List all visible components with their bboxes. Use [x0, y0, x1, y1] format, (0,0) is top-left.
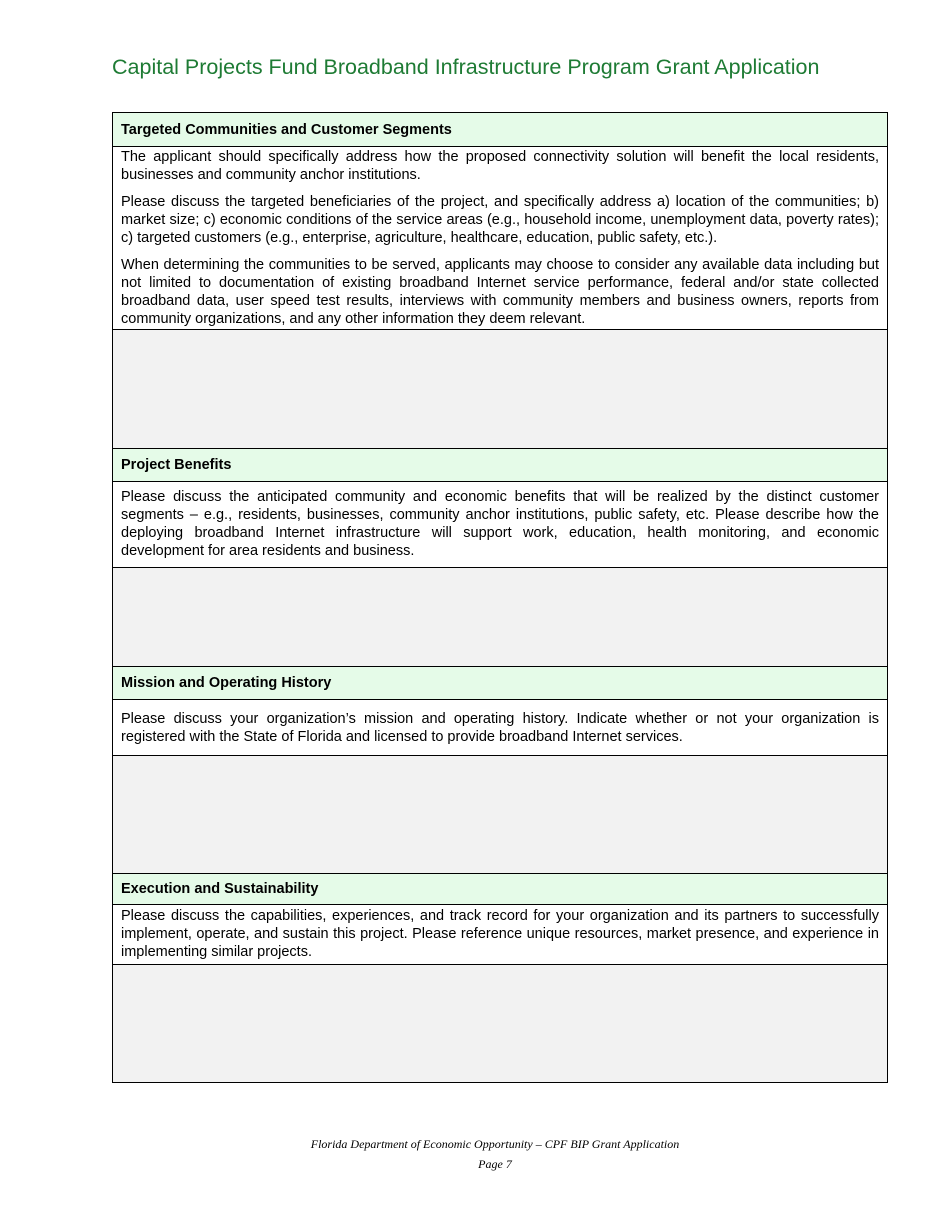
- section-header-mission-operating-history: Mission and Operating History: [113, 666, 887, 699]
- description-paragraph: When determining the communities to be served, applicants may choose to consider any available data including but not limited to documentation of existing broadband Internet service performance, federal and/or state collected broadband data, user speed test results, interviews with community members and business owners, reports from community organizations, and any other information they deem relevant.: [121, 257, 879, 327]
- answer-field-project-benefits[interactable]: [113, 568, 887, 666]
- description-paragraph: Please discuss the capabilities, experiences, and track record for your organization and its partners to successfully implement, operate, and sustain this project. Please reference unique resources, market presence, and experience in implementing similar projects.: [121, 908, 879, 960]
- description-paragraph: The applicant should specifically address how the proposed connectivity solution will benefit the local residents, businesses and community anchor institutions.: [121, 149, 879, 183]
- section-header-execution-sustainability: Execution and Sustainability: [113, 873, 887, 904]
- section-description-mission-operating-history: [113, 699, 887, 755]
- section-description-project-benefits: [113, 481, 887, 567]
- section-header-targeted-communities: Targeted Communities and Customer Segments: [113, 113, 887, 146]
- application-form-table: [112, 112, 888, 1083]
- answer-row-targeted-communities: [113, 329, 887, 448]
- answer-row-execution-sustainability: [113, 964, 887, 1082]
- answer-field-mission-operating-history[interactable]: [113, 756, 887, 873]
- answer-field-targeted-communities[interactable]: [113, 330, 887, 448]
- description-paragraph: Please discuss the targeted beneficiaries of the project, and specifically address a) location of the communities; b) market size; c) economic conditions of the service areas (e.g., household income, unemployment data, poverty rates); c) targeted customers (e.g., enterprise, agriculture, healthcare, education, public safety, etc.).: [121, 194, 879, 246]
- description-paragraph: Please discuss the anticipated community and economic benefits that will be realized by the distinct customer segments – e.g., residents, businesses, community anchor institutions, public safety, etc. Please describe how the deploying broadband Internet infrastructure will support work, education, health monitoring, and economic development for area residents and business.: [121, 489, 879, 559]
- page-number: Page 7: [478, 1157, 512, 1171]
- answer-field-execution-sustainability[interactable]: [113, 965, 887, 1082]
- description-paragraph: Please discuss your organization’s mission and operating history. Indicate whether or not your organization is registered with the State of Florida and licensed to provide broadband Internet services.: [121, 711, 879, 745]
- section-description-targeted-communities: [113, 146, 887, 329]
- document-title: Capital Projects Fund Broadband Infrastructure Program Grant Application: [112, 55, 820, 79]
- answer-row-project-benefits: [113, 567, 887, 666]
- answer-row-mission-operating-history: [113, 755, 887, 873]
- section-header-project-benefits: Project Benefits: [113, 448, 887, 481]
- section-description-execution-sustainability: [113, 904, 887, 964]
- footer-text: Florida Department of Economic Opportunity – CPF BIP Grant Application: [310, 1137, 680, 1151]
